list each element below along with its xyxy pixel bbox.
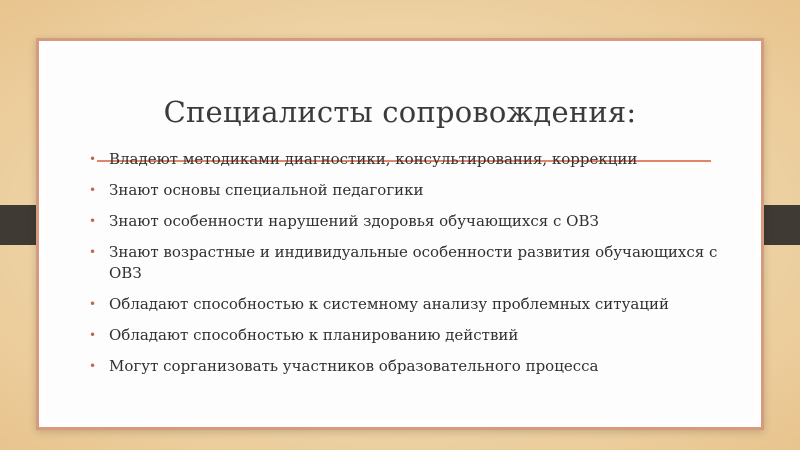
bullet-text: Могут сорганизовать участников образовательного процесса <box>109 357 599 375</box>
bullet-icon: • <box>89 328 97 342</box>
bullet-text: Знают особенности нарушений здоровья обучающихся с ОВЗ <box>109 212 599 230</box>
slide-content <box>45 47 755 421</box>
bullet-icon: • <box>89 297 97 311</box>
bullet-text: Обладают способностью к системному анализу проблемных ситуаций <box>109 295 669 313</box>
bullet-item <box>89 149 719 170</box>
bullet-text: Знают основы специальной педагогики <box>109 181 424 199</box>
bullet-text: Обладают способностью к планированию действий <box>109 326 519 344</box>
right-decor-bar <box>764 205 800 245</box>
bullet-item <box>89 356 719 377</box>
bullet-item <box>89 211 719 232</box>
slide-title: Специалисты сопровождения: <box>163 95 637 129</box>
bullet-item <box>89 242 719 284</box>
bullet-icon: • <box>89 245 97 259</box>
bullet-icon: • <box>89 152 97 166</box>
bullet-text: Владеют методиками диагностики, консультирования, коррекции <box>109 150 638 168</box>
bullet-text: Знают возрастные и индивидуальные особенности развития обучающихся с ОВЗ <box>109 243 718 282</box>
bullet-icon: • <box>89 183 97 197</box>
bullet-item <box>89 180 719 201</box>
bullet-icon: • <box>89 359 97 373</box>
bullet-item <box>89 294 719 315</box>
bullet-list <box>89 149 719 387</box>
slide-card <box>36 38 764 430</box>
left-decor-bar <box>0 205 36 245</box>
bullet-item <box>89 325 719 346</box>
bullet-icon: • <box>89 214 97 228</box>
